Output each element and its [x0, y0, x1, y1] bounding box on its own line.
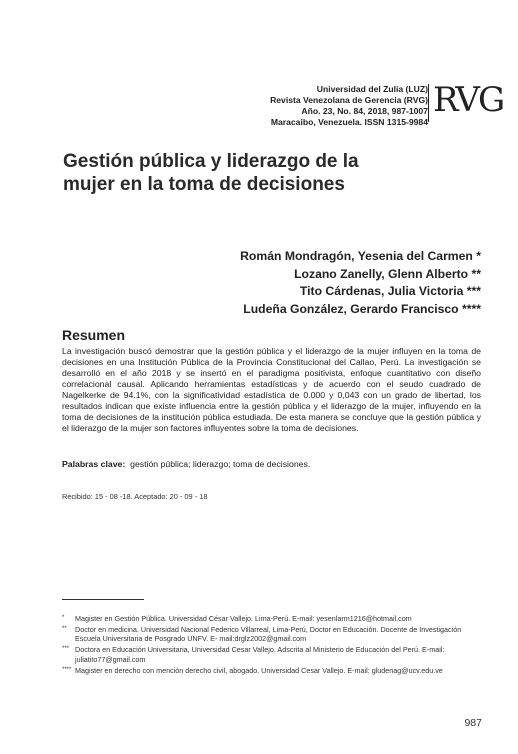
author-3: Tito Cárdenas, Julia Victoria *** — [299, 284, 481, 298]
footnote — [62, 666, 482, 676]
footnote — [62, 645, 482, 664]
keywords-text: gestión pública; liderazgo; toma de decisiones. — [130, 459, 311, 469]
received-accepted-dates: Recibido: 15 - 08 -18. Aceptado: 20 - 09 - 18 — [62, 492, 208, 501]
paper-title: Gestión pública y liderazgo de la mujer en la toma de decisiones — [63, 151, 359, 195]
footnote-mark: ** — [62, 625, 67, 632]
journal-issue: Año. 23, No. 84, 2018, 987-1007 — [301, 106, 428, 116]
journal-name: Revista Venezolana de Gerencia (RVG) — [270, 95, 428, 105]
footnote-mark: * — [62, 615, 65, 621]
footnote-text: Magister en Gestión Pública. Universidad César Vallejo. Lima-Perú. E-mail: yesenlarm1216@hotmail.com — [75, 614, 412, 623]
keywords-label: Palabras clave: — [62, 459, 126, 469]
journal-logo: RVG — [433, 80, 504, 120]
footnote-mark: *** — [62, 646, 70, 653]
footnote-text: Doctor en medicina. Universidad Nacional Federico Villarreal, Lima-Perú, Doctor en Educación. Docente de Investigación Escuela Universitaria de Posgrado UNFV. E- mail:drglz2002@gmail.com — [75, 624, 462, 644]
journal-location-issn: Maracaibo, Venezuela. ISSN 1315-9984 — [270, 117, 428, 127]
author-2: Lozano Zanelly, Glenn Alberto ** — [294, 266, 481, 281]
footnote-text: Doctora en Educación Universitaria, Universidad Cesar Vallejo. Adscrita al Ministerio de Educación del Perú. E-mail: juliatito77@gmail.com — [75, 645, 445, 664]
author-4: Ludeña González, Gerardo Francisco **** — [243, 301, 481, 316]
footnote-divider — [62, 599, 144, 600]
footnote — [62, 625, 482, 644]
footnote-mark: **** — [62, 666, 72, 673]
author-1: Román Mondragón, Yesenia del Carmen * — [240, 249, 481, 263]
footnote-text: Magister en derecho con mención derecho civil, abogado. Universidad Cesar Vallejo. E-mail: gludenag@ucv.edu.ve — [75, 665, 443, 675]
footnotes — [62, 614, 482, 676]
journal-university: Universidad del Zulia (LUZ) — [316, 84, 428, 94]
journal-info — [128, 84, 428, 128]
author-list — [240, 248, 481, 318]
abstract-text: La investigación buscó demostrar que la gestión pública y el liderazgo de la mujer influyen en la toma de decisiones en una Institución Pública de la Provincia Constitucional del Callao, Perú. La investigación se desarrolló en el año 2018 y se insertó en el paradigma positivista, enfoque cuantitativo con diseño correlacional causal. Aplicando herramientas estadísticas y de acuerdo con el seudo cuadrado de Nagelkerke de 94.1%, con la significatividad estadística de 0.000 y 0,043 con un grado de libertad, los resultados indican que existe influencia entre la gestión pública y el liderazgo de la mujer, influyendo en la toma de decisiones de la institución pública estudiada. De esta manera se concluye que la gestión pública y el liderazgo de la mujer son factores influyentes sobre la toma de decisiones. — [62, 346, 481, 433]
page-number: 987 — [464, 717, 482, 729]
footnote — [62, 614, 482, 624]
keywords — [62, 459, 481, 470]
abstract-heading: Resumen — [62, 327, 126, 343]
